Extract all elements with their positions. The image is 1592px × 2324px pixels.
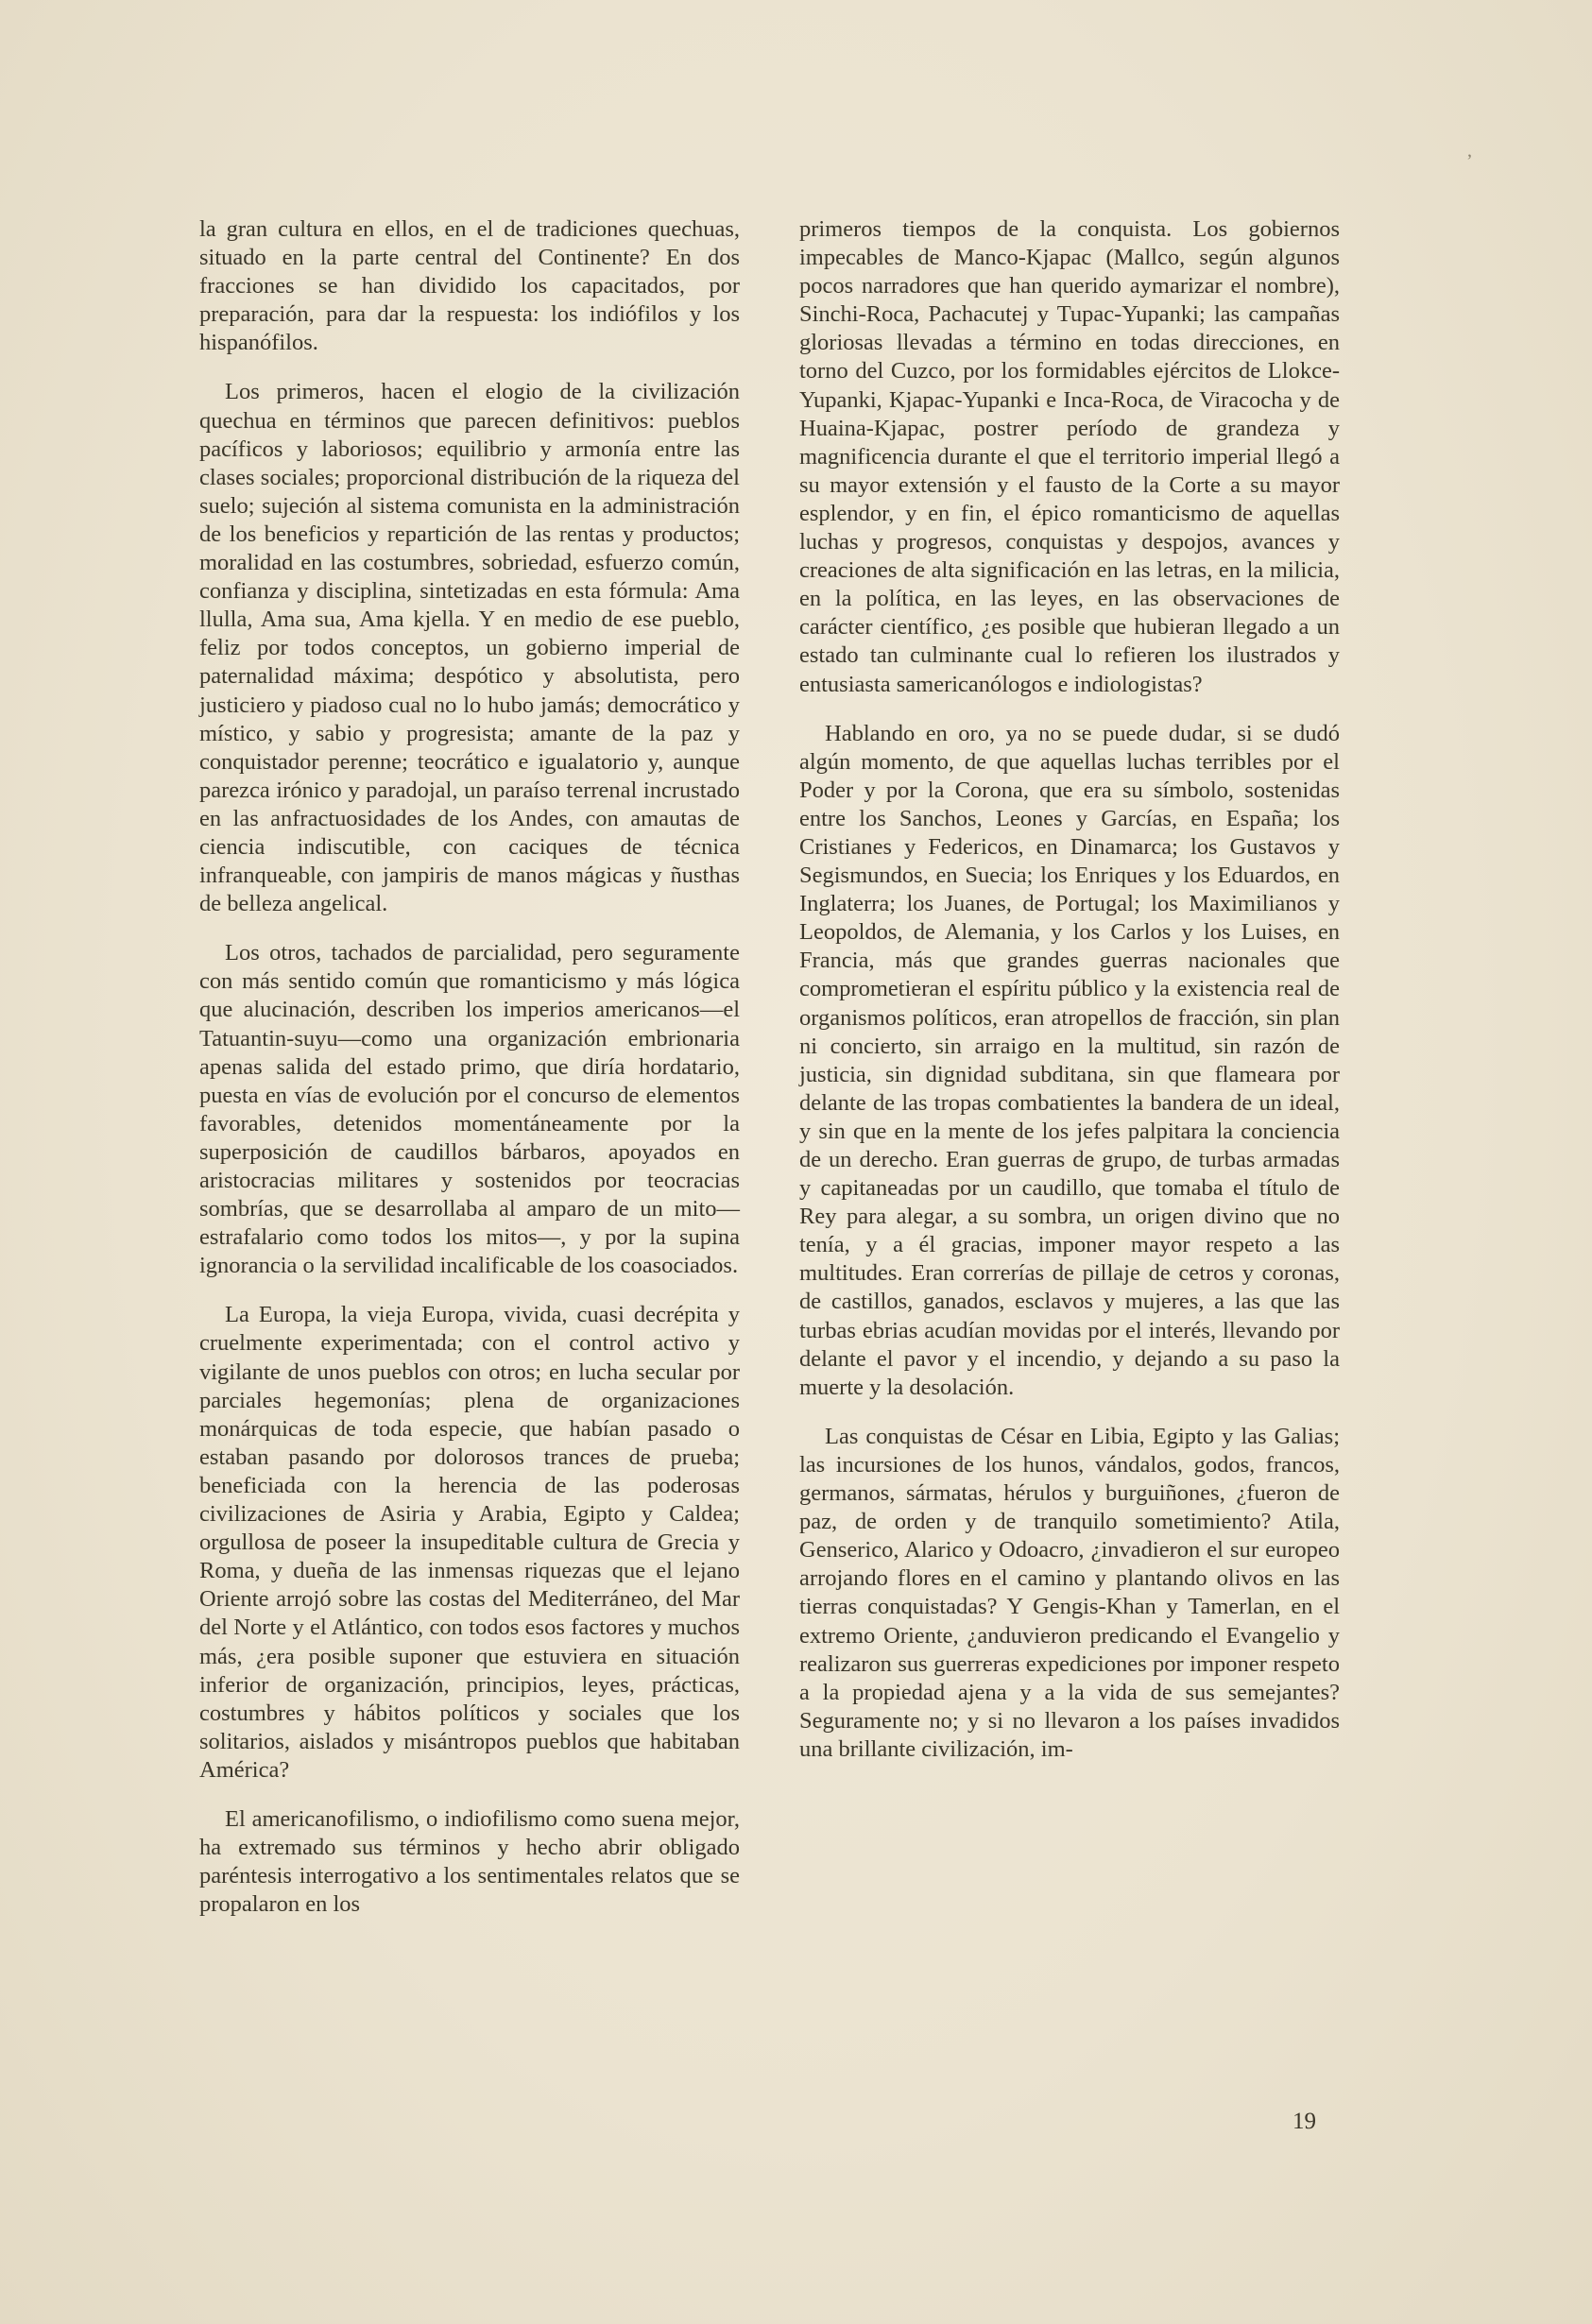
left-column [199,215,740,1940]
page-number: 19 [1292,2109,1316,2134]
paragraph: primeros tiempos de la conquista. Los gobiernos impecables de Manco-Kjapac (Mallco, según algunos pocos narradores que han querido aymarizar el nombre), Sinchi-Roca, Pachacutej y Tupac-Yupanki; las campañas gloriosas llevadas a término en todas direcciones, en torno del Cuzco, por los formidables ejércitos de Llokce-Yupanki, Kjapac-Yupanki e Inca-Roca, de Viracocha y de Huaina-Kjapac, postrer período de grandeza y magnificencia durante el que el territorio imperial llegó a su mayor extensión y el fausto de la Corte a su mayor esplendor, y en fin, el épico romanticismo de aquellas luchas y progresos, conquistas y despojos, avances y creaciones de alta significación en las letras, en la milicia, en la política, en las leyes, en las observaciones de carácter científico, ¿es posible que hubieran llegado a un estado tan culminante cual lo refieren los ilustrados y entusiasta samericanólogos e indiologistas? [799,216,1340,697]
paragraph: Los primeros, hacen el elogio de la civilización quechua en términos que parecen definitivos: pueblos pacíficos y laboriosos; equilibrio y armonía entre las clases sociales; proporcional distribución de la riqueza del suelo; sujeción al sistema comunista en la administración de los beneficios y repartición de las rentas y productos; moralidad en las costumbres, sobriedad, esfuerzo común, confianza y disciplina, sintetizadas en esta fórmula: Ama llulla, Ama sua, Ama kjella. Y en medio de ese pueblo, feliz por todos conceptos, un gobierno imperial de paternalidad máxima; despótico y absolutista, pero justiciero y piadoso cual no lo hubo jamás; democrático y místico, y sabio y progresista; amante de la paz y conquistador perenne; teocrático e igualatorio y, aunque parezca irónico y paradojal, un paraíso terrenal incrustado en las anfractuosidades de los Andes, con amautas de ciencia indiscutible, con caciques de técnica infranqueable, con jampiris de manos mágicas y ñusthas de belleza angelical. [199,379,740,917]
paragraph: La Europa, la vieja Europa, vivida, cuasi decrépita y cruelmente experimentada; con el control activo y vigilante de unos pueblos con otros; en lucha secular por parciales hegemonías; plena de organizaciones monárquicas de toda especie, que habían pasado o estaban pasando por dolorosos trances de prueba; beneficiada con la herencia de las poderosas civilizaciones de Asiria y Arabia, Egipto y Caldea; orgullosa de poseer la insupeditable cultura de Grecia y Roma, y dueña de las inmensas riquezas que el lejano Oriente arrojó sobre las costas del Mediterráneo, del Mar del Norte y el Atlántico, con todos esos factores y muchos más, ¿era posible suponer que estuviera en situación inferior de organización, principios, leyes, prácticas, costumbres y hábitos políticos y sociales que los solitarios, aislados y misántropos pueblos que habitaban América? [199,1302,740,1783]
paragraph: Hablando en oro, ya no se puede dudar, si se dudó algún momento, de que aquellas luchas terribles por el Poder y por la Corona, que era su símbolo, sostenidas entre los Sanchos, Leones y Garcías, en España; los Cristianes y Federicos, en Dinamarca; los Gustavos y Segismundos, en Suecia; los Enriques y los Eduardos, en Inglaterra; los Juanes, de Portugal; los Maximilianos y Leopoldos, de Alemania, y los Carlos y los Luises, en Francia, más que grandes guerras nacionales que comprometieran el espíritu público y la existencia real de organismos políticos, eran atropellos de fracción, sin plan ni concierto, sin arraigo en la multitud, sin razón de justicia, sin dignidad subditana, sin que flameara por delante de las tropas combatientes la bandera de un ideal, y sin que en la mente de los jefes palpitara la conciencia de un derecho. Eran guerras de grupo, de turbas armadas y capitaneadas por un caudillo, que tomaba el título de Rey para alegar, a su sombra, un origen divino que no tenía, y a él gracias, imponer mayor respeto a las multitudes. Eran correrías de pillaje de cetros y coronas, de castillos, ganados, esclavos y mujeres, a las que las turbas ebrias acudían movidas por el interés, llevando por delante el pavor y el incendio, y dejando a su paso la muerte y la desolación. [799,720,1340,1400]
page-speck: ʼ [1466,151,1473,172]
paragraph: El americanofilismo, o indiofilismo como suena mejor, ha extremado sus términos y hecho abrir obligado paréntesis interrogativo a los sentimentales relatos que se propalaron en los [199,1805,740,1918]
paragraph: la gran cultura en ellos, en el de tradiciones quechuas, situado en la parte central del Continente? En dos fracciones se han dividido los capacitados, por preparación, para dar la respuesta: los indiófilos y los hispanófilos. [199,216,740,356]
paragraph: Los otros, tachados de parcialidad, pero seguramente con más sentido común que romanticismo y más lógica que alucinación, describen los imperios americanos—el Tatuantin-suyu—como una organización embrionaria apenas salida del estado primo, que diría hordatario, puesta en vías de evolución por el concurso de elementos favorables, detenidos momentáneamente por la superposición de caudillos bárbaros, apoyados en aristocracias militares y sostenidos por teocracias sombrías, que se desarrollaba al amparo de un mito—estrafalario como todos los mitos—, y por la supina ignorancia o la servilidad incalificable de los coasociados. [199,940,740,1279]
right-column [799,215,1340,1785]
paragraph: Las conquistas de César en Libia, Egipto y las Galias; las incursiones de los hunos, vándalos, godos, francos, germanos, sármatas, hérulos y burguiñones, ¿fueron de paz, de orden y de tranquilo sometimiento? Atila, Genserico, Alarico y Odoacro, ¿invadieron el sur europeo arrojando flores en el camino y plantando olivos en las tierras conquistadas? Y Gengis-Khan y Tamerlan, en el extremo Oriente, ¿anduvieron predicando el Evangelio y realizaron sus guerreras expediciones por imponer respeto a la propiedad ajena y a la vida de sus semejantes? Seguramente no; y si no llevaron a los países invadidos una brillante civilización, im- [799,1423,1340,1762]
